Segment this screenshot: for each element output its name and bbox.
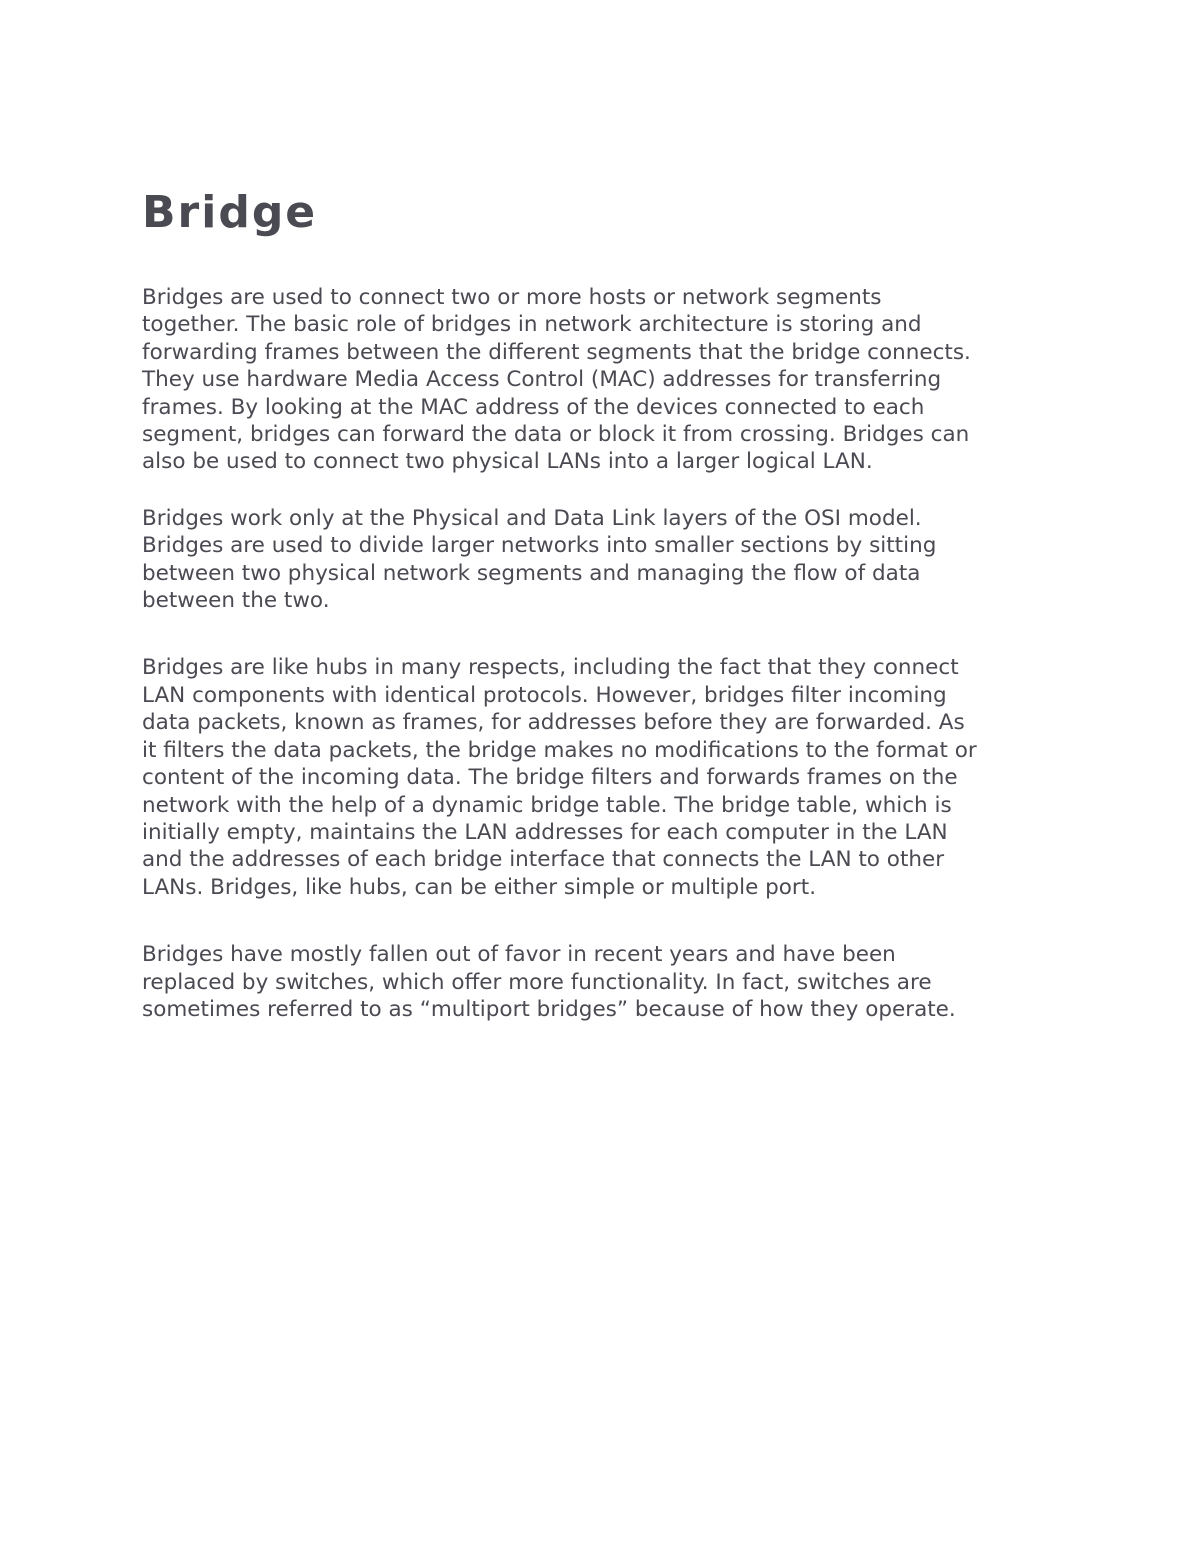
paragraph-line: Bridges are like hubs in many respects, including the fact that they connect [142,655,959,681]
paragraph-1 [142,284,1067,476]
paragraph-line: LANs. Bridges, like hubs, can be either simple or multiple port. [142,874,817,900]
paragraph-line: They use hardware Media Access Control (MAC) addresses for transferring [142,367,942,393]
paragraph-line: segment, bridges can forward the data or block it from crossing. Bridges can [142,422,970,448]
paragraph-line: LAN components with identical protocols. However, bridges filter incoming [142,682,947,708]
paragraph-line: content of the incoming data. The bridge filters and forwards frames on the [142,765,958,791]
paragraph-line: Bridges are used to divide larger networks into smaller sections by sitting [142,533,937,559]
paragraph-line: also be used to connect two physical LANs into a larger logical LAN. [142,449,873,475]
paragraph-line: together. The basic role of bridges in network architecture is storing and [142,312,922,338]
paragraph-line: between the two. [142,588,330,614]
paragraph-line: forwarding frames between the different segments that the bridge connects. [142,339,971,365]
paragraph-3 [142,654,1067,901]
paragraph-line: it filters the data packets, the bridge makes no modifications to the format or [142,737,977,763]
document-content [142,186,1067,1023]
paragraph-line: sometimes referred to as “multiport bridges” because of how they operate. [142,996,956,1022]
paragraph-line: network with the help of a dynamic bridge table. The bridge table, which is [142,792,952,818]
paragraph-line: frames. By looking at the MAC address of the devices connected to each [142,394,925,420]
paragraph-line: between two physical network segments and managing the flow of data [142,560,921,586]
paragraph-line: Bridges have mostly fallen out of favor in recent years and have been [142,942,896,968]
paragraph-line: initially empty, maintains the LAN addresses for each computer in the LAN [142,819,948,845]
paragraph-line: data packets, known as frames, for addresses before they are forwarded. As [142,710,965,736]
paragraph-line: and the addresses of each bridge interface that connects the LAN to other [142,847,945,873]
paragraph-line: replaced by switches, which offer more functionality. In fact, switches are [142,969,932,995]
paragraph-line: Bridges are used to connect two or more hosts or network segments [142,285,882,310]
paragraph-line: Bridges work only at the Physical and Data Link layers of the OSI model. [142,505,922,531]
document-title: Bridge [142,187,318,238]
paragraph-2 [142,505,1067,615]
paragraph-4 [142,941,1067,1023]
